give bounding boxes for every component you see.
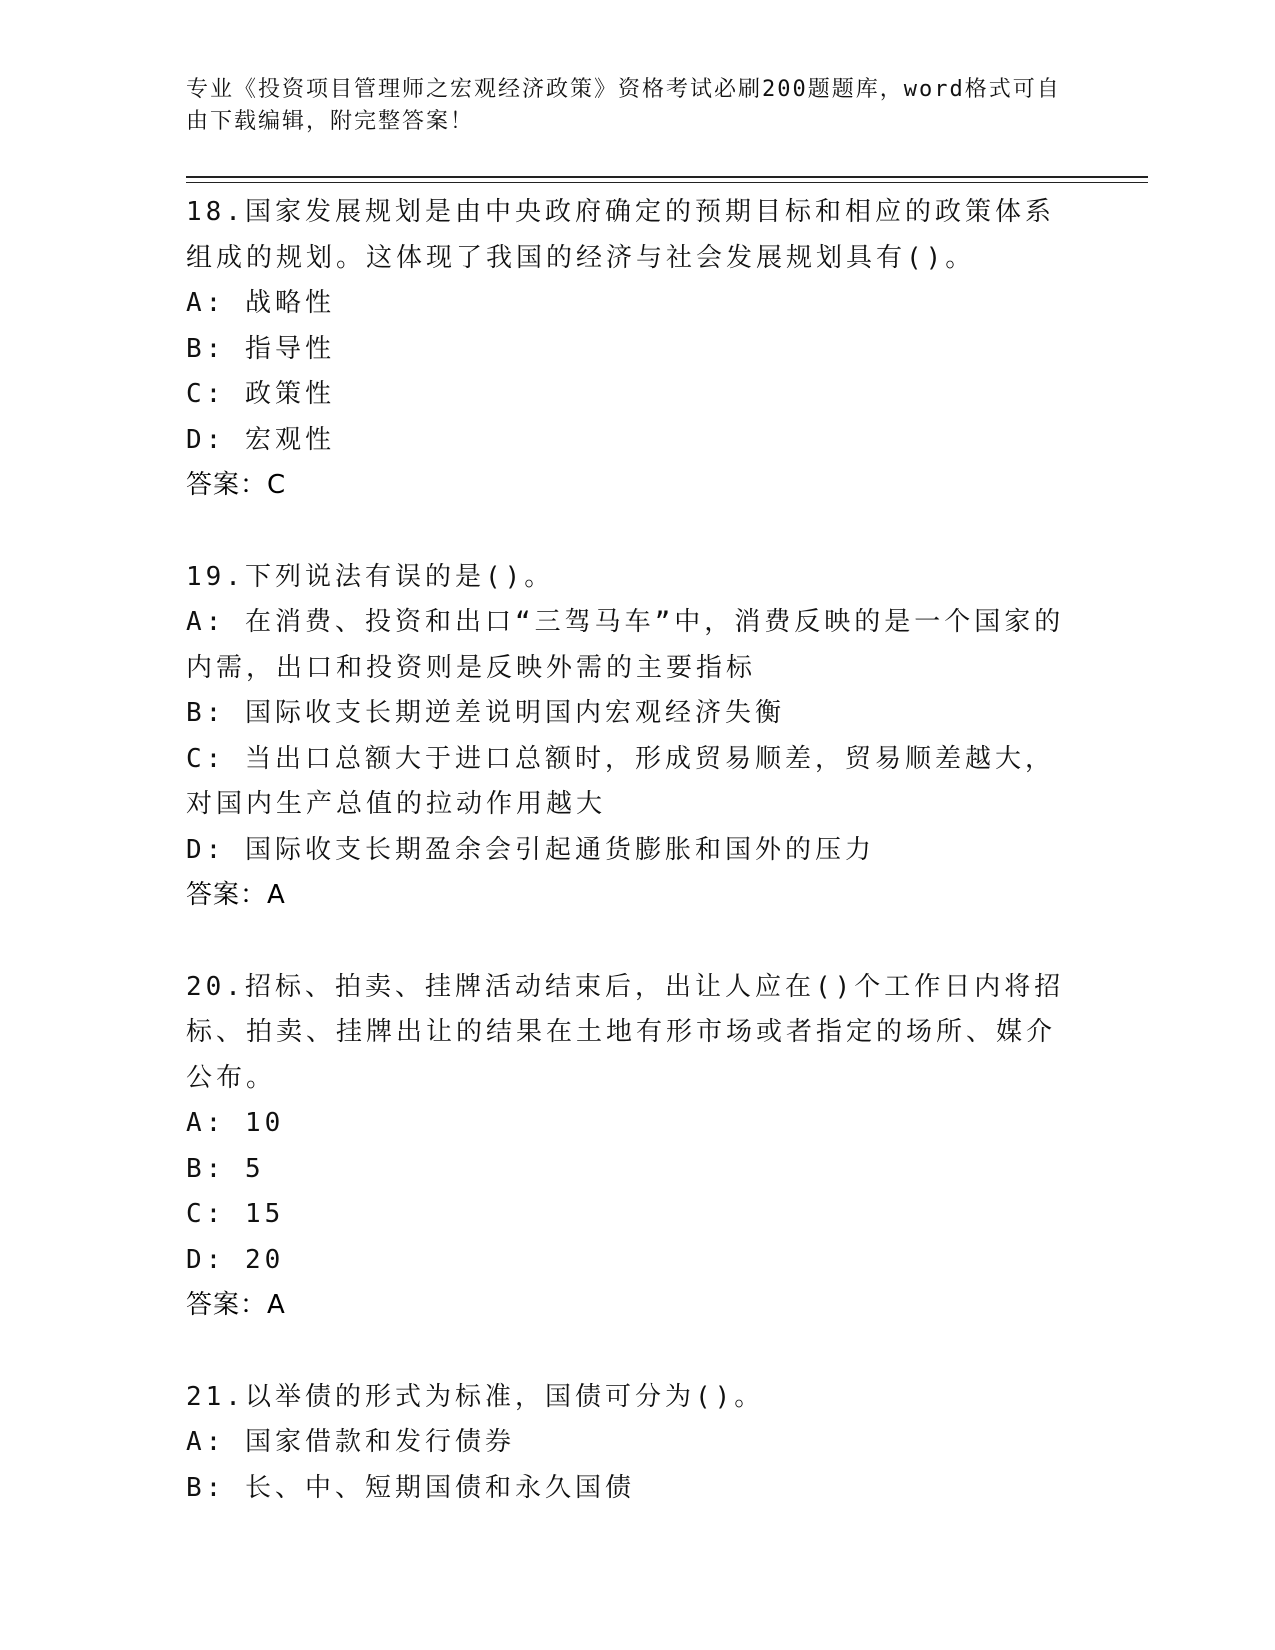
option-b: B: 国际收支长期逆差说明国内宏观经济失衡 [186,698,785,728]
document-header: 专业《投资项目管理师之宏观经济政策》资格考试必刷200题题库，word格式可自由下载编辑，附完整答案！ [186,77,1061,134]
option-d: D: 国际收支长期盈余会引起通货膨胀和国外的压力 [186,834,875,865]
header-rule-thin [186,182,1148,183]
option-c: C: 政策性 [186,379,335,409]
question-stem: 20.招标、拍卖、挂牌活动结束后，出让人应在()个工作日内将招标、拍卖、挂牌出让的结果在土地有形市场或者指定的场所、媒介公布。 [186,971,1065,1093]
question-stem: 21.以举债的形式为标准，国债可分为()。 [186,1381,765,1412]
option-a: A: 10 [186,1108,285,1138]
answer-line: 答案：A [186,1290,286,1320]
question-stem: 19.下列说法有误的是()。 [186,561,555,592]
option-b: B: 长、中、短期国债和永久国债 [186,1472,635,1503]
question-21 [186,1375,1066,1512]
header-rule-thick [186,176,1148,178]
option-d: D: 宏观性 [186,424,335,455]
question-19 [186,555,1066,919]
option-c: C: 15 [186,1199,285,1229]
option-d: D: 20 [186,1244,285,1275]
question-list [186,190,1066,1557]
option-a: A: 战略性 [186,288,335,318]
option-c: C: 当出口总额大于进口总额时，形成贸易顺差，贸易顺差越大，对国内生产总值的拉动作用越大 [186,743,1055,819]
question-18 [186,190,1066,509]
option-a: A: 在消费、投资和出口“三驾马车”中，消费反映的是一个国家的内需，出口和投资则是反映外需的主要指标 [186,607,1065,683]
option-b: B: 5 [186,1153,265,1184]
option-a: A: 国家借款和发行债券 [186,1427,515,1457]
answer-line: 答案：C [186,470,287,500]
question-20 [186,965,1066,1329]
option-b: B: 指导性 [186,333,335,364]
question-stem: 18.国家发展规划是由中央政府确定的预期目标和相应的政策体系组成的规划。这体现了我国的经济与社会发展规划具有()。 [186,197,1055,273]
answer-line: 答案：A [186,880,286,910]
